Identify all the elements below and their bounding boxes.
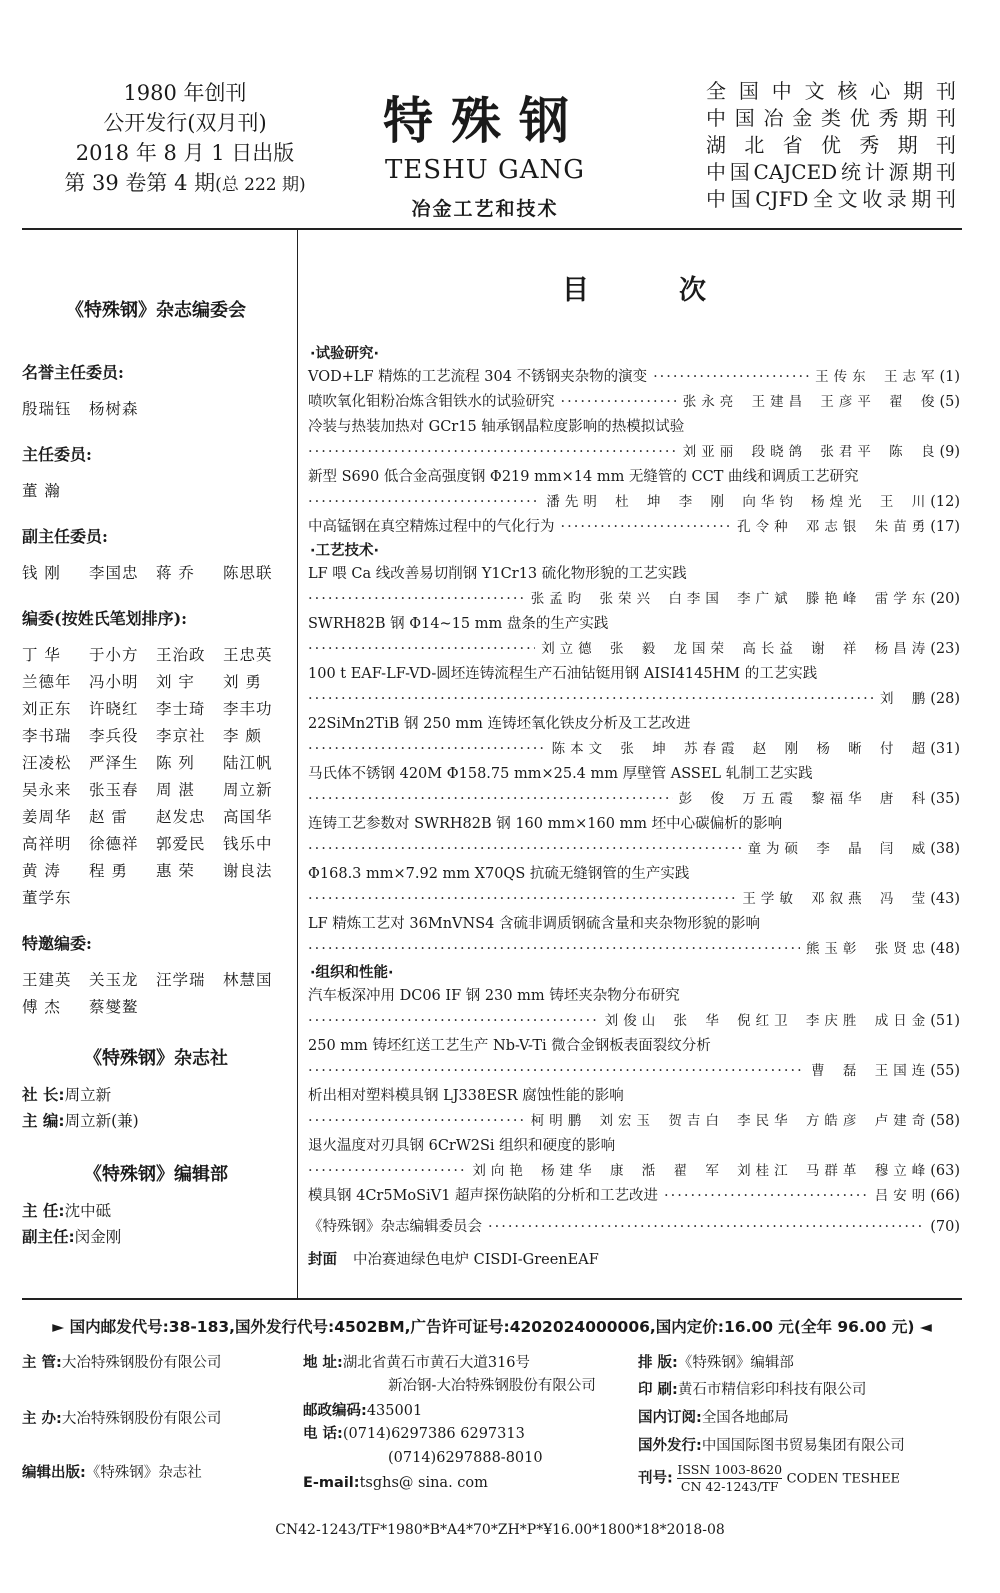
leader-dots <box>308 587 525 612</box>
header-rule <box>22 228 962 230</box>
article-page: (66) <box>930 1188 960 1204</box>
info-value: 大冶特殊钢股份有限公司 <box>61 1355 222 1371</box>
email-link[interactable]: tsghs@ sina. com <box>359 1475 488 1491</box>
article-page: (17) <box>930 519 960 535</box>
article-authors: 刘向艳 杨建华 康 湉 翟 军 刘桂江 马群革 穆立峰 <box>472 1163 931 1179</box>
toc-section: ·工艺技术· <box>310 543 380 559</box>
publish-date-line: 2018 年 8 月 1 日出版 <box>75 141 295 165</box>
toc-entry[interactable] <box>308 440 960 465</box>
person-name: 陈 列 <box>156 754 195 772</box>
article-authors: 刘俊山 张 华 倪红卫 李庆胜 成日金 <box>604 1013 931 1029</box>
table-of-contents <box>308 343 960 1273</box>
leader-dots <box>664 1184 869 1209</box>
person-name: 汪学瑞 <box>156 971 206 989</box>
person-name: 殷瑞钰 <box>22 400 72 418</box>
toc-entry[interactable] <box>308 787 960 812</box>
person-name: 林慧国 <box>223 971 273 989</box>
article-title[interactable]: 马氏体不锈钢 420M Φ158.75 mm×25.4 mm 厚壁管 ASSEL 轧制工艺实践 <box>308 766 813 782</box>
info-label: 主 办: <box>22 1411 62 1427</box>
person-name: 丁 华 <box>22 646 61 664</box>
person-name: 吴永来 <box>22 781 72 799</box>
article-authors: 吕安明 <box>874 1188 931 1204</box>
leader-dots <box>308 1059 805 1084</box>
article-title[interactable]: Φ168.3 mm×7.92 mm X70QS 抗硫无缝钢管的生产实践 <box>308 866 690 882</box>
article-page: (70) <box>930 1219 960 1235</box>
person-name: 高国华 <box>223 808 273 826</box>
article-authors: 张孟昀 张荣兴 白李国 李广斌 滕艳峰 雷学东 <box>530 591 931 607</box>
article-authors: 王传东 王志军 <box>815 369 940 385</box>
leader-dots <box>488 1215 924 1240</box>
bottom-rule <box>22 1298 962 1300</box>
role-name: 周立新 <box>64 1086 112 1104</box>
person-name: 于小方 <box>89 646 139 664</box>
info-value: 大冶特殊钢股份有限公司 <box>61 1411 222 1427</box>
person-name: 关玉龙 <box>89 971 139 989</box>
article-authors: 曹 磊 王国连 <box>811 1063 931 1079</box>
issn-box <box>677 1462 782 1495</box>
dept-deputy-row <box>22 1224 290 1250</box>
info-label: 主 管: <box>22 1355 62 1371</box>
toc-entry[interactable] <box>308 837 960 862</box>
person-name: 许晓红 <box>89 700 139 718</box>
person-name: 李国忠 <box>89 564 139 582</box>
role-label: 主 编: <box>22 1112 65 1130</box>
toc-entry[interactable] <box>308 737 960 762</box>
leader-dots <box>308 687 874 712</box>
person-name: 陆江帆 <box>223 754 273 772</box>
article-title[interactable]: 250 mm 铸坯红送工艺生产 Nb-V-Ti 微合金钢板表面裂纹分析 <box>308 1038 711 1054</box>
vice-chair-label: 副主任委员: <box>22 527 108 546</box>
article-title: 中高锰钢在真空精炼过程中的气化行为 <box>308 519 555 535</box>
journal-title: 特殊钢 <box>383 91 587 150</box>
layout-row <box>638 1352 794 1375</box>
article-title[interactable]: 100 t EAF-LF-VD-圆坯连铸流程生产石油钻铤用钢 AISI4145HM 的工艺实践 <box>308 666 818 682</box>
person-name: 蔡燮鳌 <box>89 998 139 1016</box>
info-value: 《特殊钢》杂志社 <box>85 1465 202 1481</box>
cover-line <box>308 1248 960 1273</box>
total-issue: (总 222 期) <box>215 175 306 195</box>
article-authors: 刘亚丽 段晓鸽 张君平 陈 良 <box>682 444 940 460</box>
info-label: E-mail: <box>303 1475 360 1491</box>
toc-section: ·组织和性能· <box>310 965 394 981</box>
info-label: 排 版: <box>638 1355 678 1371</box>
person-name: 刘正东 <box>22 700 72 718</box>
leader-dots <box>308 787 673 812</box>
person-name: 赵发忠 <box>156 808 206 826</box>
person-name: 刘 宇 <box>156 673 195 691</box>
leader-dots <box>653 365 809 390</box>
person-name: 严泽生 <box>89 754 139 772</box>
toc-entry[interactable] <box>308 490 960 515</box>
leader-dots <box>308 837 742 862</box>
person-name: 傅 杰 <box>22 998 61 1016</box>
email-row <box>303 1472 488 1495</box>
issn-row <box>638 1462 900 1495</box>
article-authors: 刘立德 张 毅 龙国荣 高长益 谢 祥 杨昌涛 <box>541 641 931 657</box>
toc-entry[interactable] <box>308 937 960 962</box>
person-name: 惠 荣 <box>156 862 195 880</box>
article-authors: 刘 鹏 <box>879 691 931 707</box>
person-name: 王建英 <box>22 971 72 989</box>
person-name: 高祥明 <box>22 835 72 853</box>
role-name: 闵金刚 <box>74 1228 122 1246</box>
article-authors: 陈本文 张 坤 苏春霞 赵 刚 杨 晰 付 超 <box>551 741 931 757</box>
vice-chair-list <box>22 563 290 584</box>
volume-line <box>40 168 330 200</box>
honor-line: 中国CAJCED统计源期刊 <box>706 160 956 184</box>
address-line-2: 新冶钢-大冶特殊钢股份有限公司 <box>388 1378 596 1394</box>
article-page: (51) <box>930 1013 960 1029</box>
info-label: 编辑出版: <box>22 1465 86 1481</box>
article-title[interactable]: 析出相对塑料模具钢 LJ338ESR 腐蚀性能的影响 <box>308 1088 624 1104</box>
leader-dots <box>561 515 732 540</box>
person-name: 黄 涛 <box>22 862 61 880</box>
info-value: 黄石市精信彩印科技有限公司 <box>677 1382 867 1398</box>
person-name: 郭爱民 <box>156 835 206 853</box>
leader-dots <box>561 390 677 415</box>
toc-entry[interactable] <box>308 365 960 390</box>
publisher-row <box>22 1462 202 1485</box>
person-name: 冯小明 <box>89 673 139 691</box>
article-title: VOD+LF 精炼的工艺流程 304 不锈钢夹杂物的演变 <box>308 369 648 385</box>
founded-line: 1980 年创刊 <box>123 81 247 105</box>
article-title[interactable]: LF 喂 Ca 线改善易切削钢 Y1Cr13 硫化物形貌的工艺实践 <box>308 566 687 582</box>
honor-line: 全国中文核心期刊 <box>706 79 956 103</box>
leader-dots <box>308 737 546 762</box>
postal-text: 国内邮发代号:38-183,国外发行代号:4502BM,广告许可证号:4202024000006,国内定价:16.00 元(全年 96.00 元) <box>69 1318 915 1336</box>
honor-line: 中国CJFD全文收录期刊 <box>706 187 956 211</box>
phone-line-2: (0714)6297888-8010 <box>388 1450 543 1466</box>
volume-issue: 第 39 卷第 4 期 <box>64 171 216 195</box>
phone-row <box>303 1423 525 1446</box>
article-title[interactable]: SWRH82B 钢 Φ14~15 mm 盘条的生产实践 <box>308 616 609 632</box>
info-value: (0714)6297386 6297313 <box>342 1426 525 1442</box>
toc-section: ·试验研究· <box>310 346 380 362</box>
leader-dots <box>308 1109 525 1134</box>
info-label: 印 刷: <box>638 1382 678 1398</box>
issn-number: ISSN 1003-8620 <box>677 1462 783 1477</box>
article-page: (28) <box>930 691 960 707</box>
person-name: 董 瀚 <box>22 482 61 500</box>
person-name: 汪凌松 <box>22 754 72 772</box>
article-authors: 柯明鹏 刘宏玉 贺吉白 李民华 方皓彦 卢建奇 <box>530 1113 931 1129</box>
article-page: (38) <box>930 841 960 857</box>
person-name: 张玉春 <box>89 781 139 799</box>
arrow-left-icon: ◄ <box>919 1318 932 1336</box>
article-title: 模具钢 4Cr5MoSiV1 超声探伤缺陷的分析和工艺改进 <box>308 1188 659 1204</box>
article-title[interactable]: LF 精炼工艺对 36MnVNS4 含硫非调质钢硫含量和夹杂物形貌的影响 <box>308 916 760 932</box>
toc-entry[interactable] <box>308 515 960 540</box>
person-name: 姜周华 <box>22 808 72 826</box>
leader-dots <box>308 1159 466 1184</box>
toc-entry[interactable] <box>308 637 960 662</box>
person-name: 李 颇 <box>223 727 262 745</box>
person-name: 蒋 乔 <box>156 564 195 582</box>
article-authors: 熊玉彰 张贤忠 <box>805 941 931 957</box>
toc-entry[interactable] <box>308 887 960 912</box>
person-name: 李书瑞 <box>22 727 72 745</box>
person-name: 陈思联 <box>223 564 273 582</box>
person-name: 谢良法 <box>223 862 273 880</box>
article-authors: 潘先明 杜 坤 李 刚 向华钧 杨煌光 王 川 <box>546 494 931 510</box>
article-page: (63) <box>930 1163 960 1179</box>
print-row <box>638 1379 866 1402</box>
person-name: 钱 刚 <box>22 564 61 582</box>
address-row <box>303 1352 530 1375</box>
journal-tagline: 冶金工艺和技术 <box>411 198 559 220</box>
chair-list <box>22 481 290 502</box>
dept-head-row <box>22 1198 290 1224</box>
article-title[interactable]: 冷装与热装加热对 GCr15 轴承钢晶粒度影响的热模拟试验 <box>308 419 685 435</box>
article-page: (9) <box>939 444 960 460</box>
leader-dots <box>308 1009 599 1034</box>
sponsor-row <box>22 1352 221 1375</box>
role-name: 周立新(兼) <box>64 1112 139 1130</box>
article-title[interactable]: 汽车板深冲用 DC06 IF 钢 230 mm 铸坯夹杂物分布研究 <box>308 988 680 1004</box>
article-page: (58) <box>930 1113 960 1129</box>
info-value: 《特殊钢》编辑部 <box>677 1355 794 1371</box>
press-editor-row <box>22 1108 290 1134</box>
article-page: (43) <box>930 891 960 907</box>
coden: CODEN TESHEE <box>786 1471 901 1487</box>
article-authors: 王学敏 邓叙燕 冯 莹 <box>742 891 931 907</box>
toc-entry[interactable] <box>308 1009 960 1034</box>
editorial-dept-title: 《特殊钢》编辑部 <box>84 1164 228 1185</box>
person-name: 董学东 <box>22 889 72 907</box>
invited-list <box>22 970 290 1018</box>
info-label: 邮政编码: <box>303 1403 367 1419</box>
info-value: 全国各地邮局 <box>701 1410 789 1426</box>
honorary-label: 名誉主任委员: <box>22 363 124 382</box>
masthead <box>340 92 630 221</box>
cn-number: CN 42-1243/TF <box>680 1479 779 1494</box>
article-title[interactable]: 新型 S690 低合金高强度钢 Φ219 mm×14 mm 无缝管的 CCT 曲线和调质工艺研究 <box>308 469 859 485</box>
board-title: 《特殊钢》杂志编委会 <box>66 300 246 321</box>
organizer-row <box>22 1408 221 1431</box>
toc-entry[interactable] <box>308 1184 960 1209</box>
info-label: 刊号: <box>638 1470 673 1487</box>
leader-dots <box>308 440 677 465</box>
article-authors: 彭 俊 万五霞 黎福华 唐 科 <box>678 791 931 807</box>
person-name: 王忠英 <box>223 646 273 664</box>
column-divider <box>297 228 298 1298</box>
journal-pinyin: TESHU GANG <box>384 155 586 185</box>
frequency-line: 公开发行(双月刊) <box>103 111 267 135</box>
toc-entry[interactable] <box>308 1159 960 1184</box>
article-title: 《特殊钢》杂志编辑委员会 <box>308 1219 482 1235</box>
press-director-row <box>22 1082 290 1108</box>
article-page: (12) <box>930 494 960 510</box>
article-title: 喷吹氧化钼粉冶炼含钼铁水的试验研究 <box>308 394 555 410</box>
person-name: 钱乐中 <box>223 835 273 853</box>
info-label: 国内订阅: <box>638 1410 702 1426</box>
toc-entry[interactable] <box>308 1109 960 1134</box>
role-name: 沈中砥 <box>64 1202 112 1220</box>
toc-heading: 目次 <box>562 275 796 306</box>
leader-dots <box>308 937 800 962</box>
chair-label: 主任委员: <box>22 445 92 464</box>
article-page: (55) <box>930 1063 960 1079</box>
invited-label: 特邀编委: <box>22 934 92 953</box>
members-list <box>22 645 290 909</box>
article-page: (20) <box>930 591 960 607</box>
members-label: 编委(按姓氏笔划排序): <box>22 609 188 628</box>
article-page: (23) <box>930 641 960 657</box>
toc-entry[interactable] <box>308 390 960 415</box>
person-name: 兰德年 <box>22 673 72 691</box>
person-name: 赵 雷 <box>89 808 128 826</box>
article-page: (5) <box>939 394 960 410</box>
info-value: 湖北省黄石市黄石大道316号 <box>342 1355 531 1371</box>
postal-info <box>22 1315 962 1337</box>
person-name: 李士琦 <box>156 700 206 718</box>
honor-line: 湖北省优秀期刊 <box>706 133 956 157</box>
article-page: (1) <box>939 369 960 385</box>
toc-entry[interactable] <box>308 687 960 712</box>
person-name: 周立新 <box>223 781 273 799</box>
issue-info <box>40 78 330 200</box>
journal-honors <box>706 78 956 213</box>
press-title: 《特殊钢》杂志社 <box>84 1048 228 1069</box>
article-title[interactable]: 连铸工艺参数对 SWRH82B 钢 160 mm×160 mm 坯中心碳偏析的影响 <box>308 816 783 832</box>
article-title[interactable]: 22SiMn2TiB 钢 250 mm 连铸坯氧化铁皮分析及工艺改进 <box>308 716 691 732</box>
leader-dots <box>308 490 540 515</box>
role-label: 副主任: <box>22 1228 75 1246</box>
article-authors: 童为硕 李 晶 闫 威 <box>747 841 931 857</box>
person-name: 刘 勇 <box>223 673 262 691</box>
person-name: 程 勇 <box>89 862 128 880</box>
article-authors: 孔令种 邓志银 朱苗勇 <box>737 519 931 535</box>
cover-text: 中冶赛迪绿色电炉 CISDI-GreenEAF <box>353 1252 599 1268</box>
article-page: (31) <box>930 741 960 757</box>
article-page: (48) <box>930 941 960 957</box>
leader-dots <box>308 637 535 662</box>
info-label: 国外发行: <box>638 1438 702 1454</box>
article-title[interactable]: 退火温度对刃具钢 6CrW2Si 组织和硬度的影响 <box>308 1138 616 1154</box>
domestic-row <box>638 1407 789 1430</box>
person-name: 李丰功 <box>223 700 273 718</box>
info-value: 435001 <box>366 1403 423 1419</box>
toc-entry[interactable] <box>308 1059 960 1084</box>
role-label: 社 长: <box>22 1086 65 1104</box>
article-page: (35) <box>930 791 960 807</box>
toc-entry[interactable] <box>308 1215 960 1240</box>
role-label: 主 任: <box>22 1202 65 1220</box>
article-authors: 张永亮 王建昌 王彦平 翟 俊 <box>682 394 940 410</box>
person-name: 李兵役 <box>89 727 139 745</box>
postcode-row <box>303 1400 422 1423</box>
person-name: 徐德祥 <box>89 835 139 853</box>
person-name: 王治政 <box>156 646 206 664</box>
leader-dots <box>308 887 736 912</box>
footer-code: CN42-1243/TF*1980*B*A4*70*ZH*P*¥16.00*1800*18*2018-08 <box>275 1522 725 1538</box>
person-name: 李京社 <box>156 727 206 745</box>
toc-entry[interactable] <box>308 587 960 612</box>
editorial-board <box>22 296 290 1250</box>
honor-line: 中国冶金类优秀期刊 <box>706 106 956 130</box>
person-name: 杨树森 <box>89 400 139 418</box>
info-label: 电 话: <box>303 1426 343 1442</box>
arrow-right-icon: ► <box>52 1318 65 1336</box>
cover-label: 封面 <box>308 1252 337 1268</box>
info-value: 中国国际图书贸易集团有限公司 <box>701 1438 905 1454</box>
person-name: 周 湛 <box>156 781 195 799</box>
honorary-list <box>22 399 290 420</box>
info-label: 地 址: <box>303 1355 343 1371</box>
foreign-row <box>638 1435 905 1458</box>
